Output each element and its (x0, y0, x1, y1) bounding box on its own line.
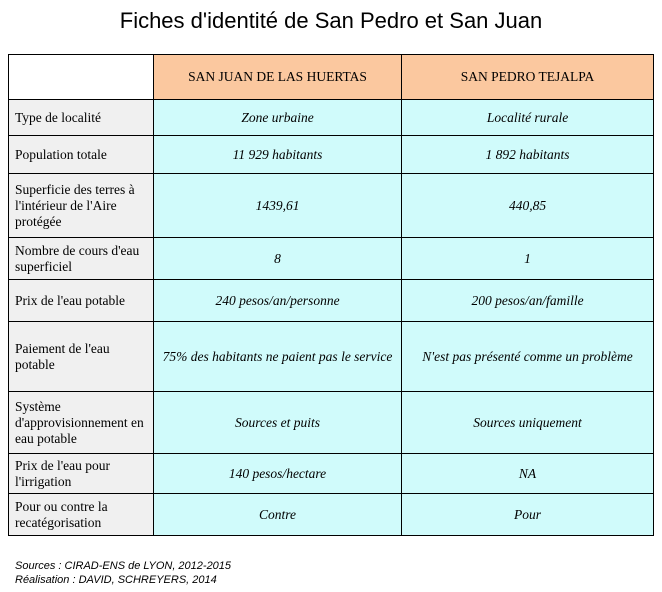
cell-san-juan: 11 929 habitants (154, 136, 402, 174)
cell-san-pedro: N'est pas présenté comme un problème (402, 322, 654, 392)
table-row (9, 454, 654, 494)
cell-san-juan: Contre (154, 494, 402, 536)
comparison-table (8, 54, 654, 536)
column-header-san-pedro: SAN PEDRO TEJALPA (402, 55, 654, 100)
footer-realisation: Réalisation : DAVID, SCHREYERS, 2014 (15, 574, 217, 586)
row-label: Prix de l'eau pour l'irrigation (9, 454, 154, 494)
column-header-san-juan: SAN JUAN DE LAS HUERTAS (154, 55, 402, 100)
row-label: Superficie des terres à l'intérieur de l'Aire protégée (9, 174, 154, 238)
row-label: Type de localité (9, 100, 154, 136)
row-label: Pour ou contre la recatégorisation (9, 494, 154, 536)
row-label: Prix de l'eau potable (9, 280, 154, 322)
cell-san-juan: 8 (154, 238, 402, 280)
table-row (9, 392, 654, 454)
table-header-row (9, 55, 654, 100)
cell-san-pedro: 1 892 habitants (402, 136, 654, 174)
row-label: Nombre de cours d'eau superficiel (9, 238, 154, 280)
cell-san-pedro: Sources uniquement (402, 392, 654, 454)
table-row (9, 322, 654, 392)
table-row (9, 238, 654, 280)
footer-sources: Sources : CIRAD-ENS de LYON, 2012-2015 (15, 560, 232, 572)
cell-san-pedro: 1 (402, 238, 654, 280)
cell-san-juan: 140 pesos/hectare (154, 454, 402, 494)
cell-san-juan: Zone urbaine (154, 100, 402, 136)
table-row (9, 100, 654, 136)
cell-san-juan: 75% des habitants ne paient pas le service (154, 322, 402, 392)
cell-san-pedro: NA (402, 454, 654, 494)
cell-san-pedro: Localité rurale (402, 100, 654, 136)
cell-san-pedro: 200 pesos/an/famille (402, 280, 654, 322)
cell-san-juan: 240 pesos/an/personne (154, 280, 402, 322)
row-label: Paiement de l'eau potable (9, 322, 154, 392)
page-title: Fiches d'identité de San Pedro et San Juan (119, 8, 543, 33)
row-label: Population totale (9, 136, 154, 174)
cell-san-juan: 1439,61 (154, 174, 402, 238)
table-row (9, 174, 654, 238)
header-corner-cell (9, 55, 154, 100)
cell-san-juan: Sources et puits (154, 392, 402, 454)
cell-san-pedro: 440,85 (402, 174, 654, 238)
cell-san-pedro: Pour (402, 494, 654, 536)
table-row (9, 494, 654, 536)
row-label: Système d'approvisionnement en eau potable (9, 392, 154, 454)
table-row (9, 136, 654, 174)
table-row (9, 280, 654, 322)
